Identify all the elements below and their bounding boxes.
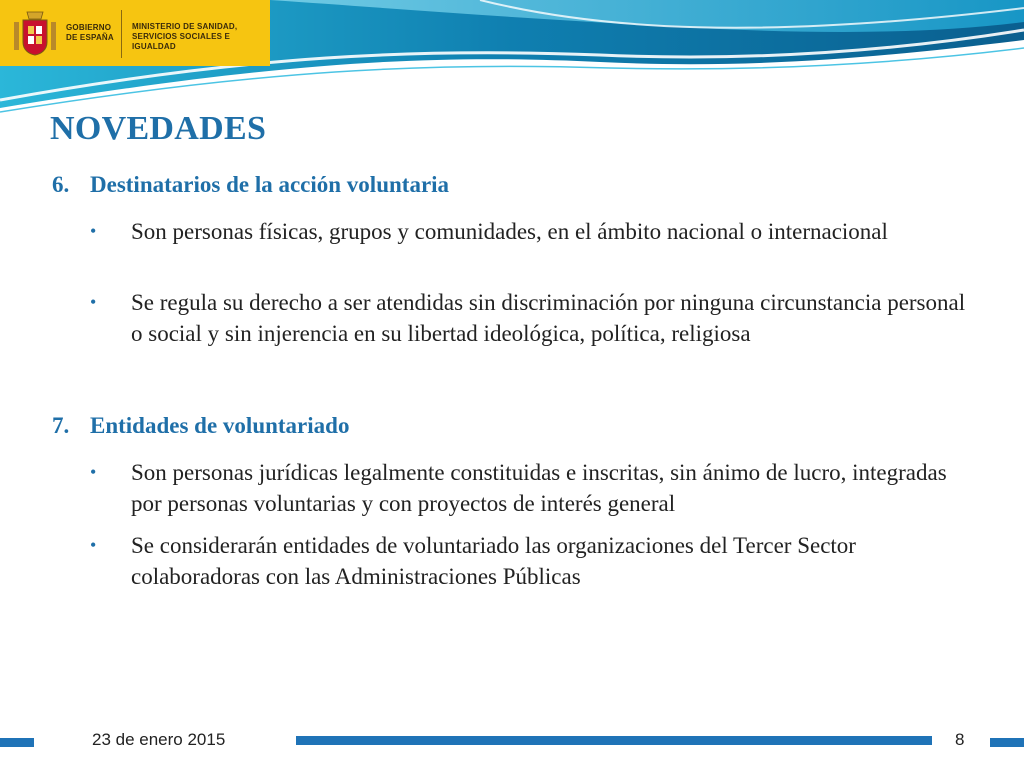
bullet-text: Se regula su derecho a ser atendidas sin discriminación por ninguna circunstancia personal o social y sin injerencia en su libertad ideológica, política, religiosa [131,290,966,346]
bullet-icon: • [90,292,97,312]
section-heading-text: Entidades de voluntariado [90,413,350,438]
bullet-item [90,457,970,519]
section-number: 6. [52,172,70,197]
slide-title: NOVEDADES [50,110,267,147]
section-heading-text: Destinatarios de la acción voluntaria [90,172,450,197]
bullet-text: Son personas jurídicas legalmente constituidas e inscritas, sin ánimo de lucro, integradas por personas voluntarias y con proyectos de interés general [131,460,947,516]
bullet-item [90,287,970,349]
page-number: 8 [955,730,965,749]
bullet-item [90,530,970,592]
government-logo [0,0,270,66]
logo-government-text: GOBIERNO DE ESPAÑA [66,23,114,42]
footer-bar-left [0,738,34,747]
bullet-text: Son personas físicas, grupos y comunidades, en el ámbito nacional o internacional [131,219,888,244]
bullet-icon: • [90,535,97,555]
section-heading-entidades [52,413,349,439]
logo-divider [121,10,122,58]
footer-bar-middle [296,736,932,745]
footer-bar-right [990,738,1024,747]
bullet-icon: • [90,221,97,241]
bullet-item [90,216,970,247]
coat-of-arms-icon [10,8,60,58]
section-heading-destinatarios [52,172,449,198]
footer-date: 23 de enero 2015 [92,730,226,749]
bullet-text: Se considerarán entidades de voluntariado las organizaciones del Tercer Sector colaboradoras con las Administraciones Públicas [131,533,856,589]
section-number: 7. [52,413,70,438]
bullet-icon: • [90,462,97,482]
logo-ministry-text: MINISTERIO DE SANIDAD, SERVICIOS SOCIALES E IGUALDAD [132,22,238,51]
